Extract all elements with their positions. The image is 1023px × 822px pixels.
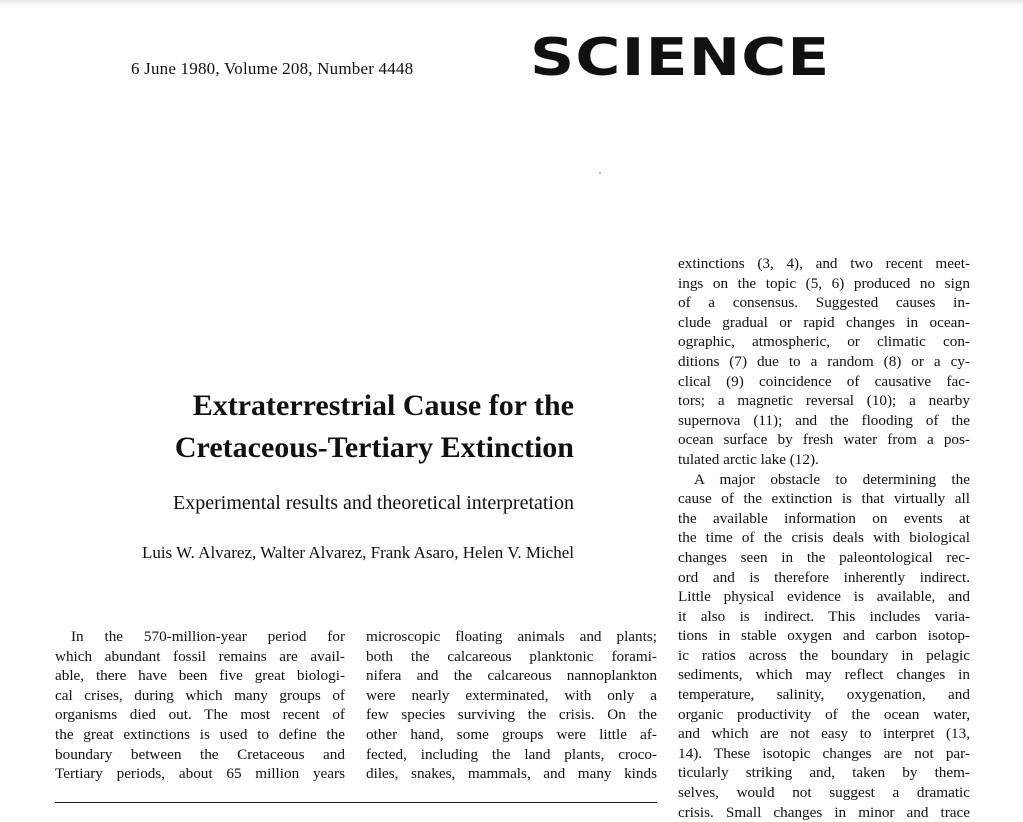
article-title-line-1: Extraterrestrial Cause for the	[192, 389, 574, 422]
scan-speck	[599, 172, 601, 174]
text-line: other hand, some groups were little af-	[366, 725, 657, 743]
text-line: boundary between the Cretaceous and	[55, 745, 345, 763]
text-line: which abundant fossil remains are avail-	[55, 647, 345, 665]
text-line: microscopic floating animals and plants;	[366, 628, 657, 645]
text-line: clical (9) coincidence of causative fac-	[678, 372, 970, 390]
page-top-edge	[0, 0, 1023, 6]
text-line: ditions (7) due to a random (8) or a cy-	[678, 352, 970, 370]
body-column-right	[678, 254, 970, 822]
text-line: In the 570-million-year period for	[71, 628, 345, 645]
text-line: Tertiary periods, about 65 million years	[55, 765, 345, 783]
text-line: few species surviving the crisis. On the	[366, 706, 657, 724]
text-line: tions in stable oxygen and carbon isotop-	[678, 627, 970, 645]
text-line: organic productivity of the ocean water,	[678, 705, 970, 723]
text-line: organisms died out. The most recent of	[55, 706, 345, 724]
text-line: extinctions (3, 4), and two recent meet-	[678, 255, 970, 272]
text-line: the time of the crisis deals with biological	[678, 529, 970, 547]
text-line: changes seen in the paleontological rec-	[678, 548, 970, 566]
text-line: supernova (11); and the flooding of the	[678, 411, 970, 429]
text-line: cal crises, during which many groups of	[55, 686, 345, 704]
text-line: able, there have been five great biologi-	[55, 667, 345, 685]
text-line: Little physical evidence is available, and	[678, 588, 970, 606]
text-line: ographic, atmospheric, or climatic con-	[678, 333, 970, 351]
text-line: ic ratios across the boundary in pelagic	[678, 646, 970, 664]
text-line: tulated arctic lake (12).	[678, 450, 819, 468]
journal-masthead: SCIENCE	[530, 28, 831, 88]
text-line: selves, would not suggest a dramatic	[678, 784, 970, 802]
text-line: A major obstacle to determining the	[694, 470, 970, 488]
text-line: crisis. Small changes in minor and trace	[678, 803, 970, 821]
article-subtitle: Experimental results and theoretical interpretation	[173, 492, 574, 514]
text-line: ord and is therefore inherently indirect.	[678, 568, 970, 586]
text-line: were nearly exterminated, with only a	[366, 686, 657, 704]
text-line: sediments, which may reflect changes in	[678, 666, 970, 684]
text-line: and which are not easy to interpret (13,	[678, 725, 970, 743]
body-column-left	[55, 627, 345, 784]
text-line: clude gradual or rapid changes in ocean-	[678, 313, 970, 331]
text-line: 14). These isotopic changes are not par-	[678, 744, 970, 762]
footnote-rule	[55, 802, 657, 803]
text-line: of a consensus. Suggested causes in-	[678, 294, 970, 312]
text-line: tors; a magnetic reversal (10); a nearby	[678, 392, 970, 410]
issue-info: 6 June 1980, Volume 208, Number 4448	[131, 59, 414, 78]
text-line: temperature, salinity, oxygenation, and	[678, 686, 970, 704]
article-authors: Luis W. Alvarez, Walter Alvarez, Frank Asaro, Helen V. Michel	[141, 543, 574, 562]
text-line: fected, including the land plants, croco-	[366, 745, 657, 763]
text-line: it also is indirect. This includes varia-	[678, 607, 970, 625]
text-line: cause of the extinction is that virtually all	[678, 490, 970, 508]
text-line: diles, snakes, mammals, and many kinds	[366, 765, 657, 783]
text-line: nifera and the calcareous nannoplankton	[366, 667, 657, 685]
text-line: ticularly striking and, taken by them-	[678, 764, 970, 782]
body-column-middle	[366, 627, 657, 784]
text-line: both the calcareous planktonic forami-	[366, 647, 657, 665]
text-line: the available information on events at	[678, 509, 970, 527]
text-line: the great extinctions is used to define the	[55, 725, 345, 743]
text-line: ocean surface by fresh water from a pos-	[678, 431, 970, 449]
article-title-line-2: Cretaceous-Tertiary Extinction	[174, 431, 574, 464]
text-line: ings on the topic (5, 6) produced no sign	[678, 274, 970, 292]
